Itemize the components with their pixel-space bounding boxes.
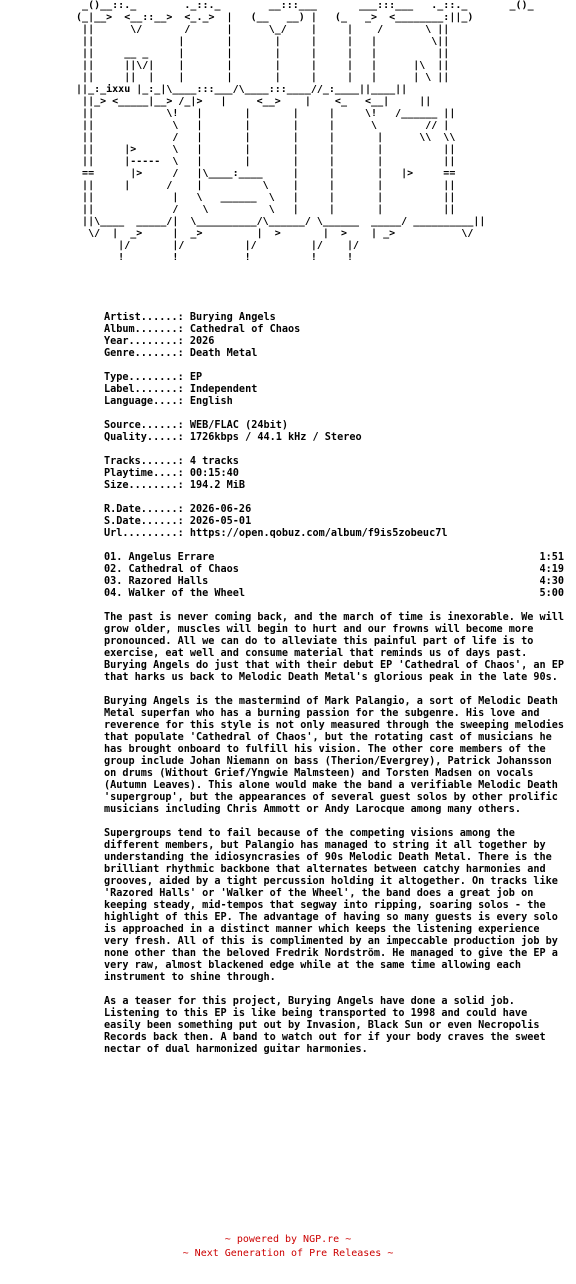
track-time: 4:30 [539, 576, 564, 587]
footer-tagline[interactable]: ~ Next Generation of Pre Releases ~ [182, 1248, 394, 1259]
info-album: Album.......: Cathedral of Chaos [104, 324, 301, 335]
info-artist: Artist......: Burying Angels [104, 312, 276, 323]
track-time: 5:00 [539, 588, 564, 599]
spacer [104, 360, 564, 372]
track-time: 1:51 [539, 552, 564, 563]
review-paragraph: The past is never coming back, and the march of time is inexorable. We will grow older, muscles will begin to hurt and our frowns will become more pronounced. All we can do to alleviate this painful part of life is to exercise, eat well and consume material that reminds us of days past. Burying Angels do just that with their debut EP 'Cathedral of Chaos', an EP that harks us back to Melodic Death Metal's glorious peak in the late 90s. [104, 612, 565, 683]
info-url: Url.........: https://open.qobuz.com/album/f9is5zobeuc7l [104, 528, 448, 539]
review-paragraph: Supergroups tend to fail because of the competing visions among the different members, but Palangio has managed to string it all together by understanding the idiosyncrasies of 90s Melodic Death Metal. There is the brilliant rhythmic backbone that alternates between catchy harmonies and grooves, aided by a tight percussion holding it altogether. On tracks like 'Razored Halls' or 'Walker of the Wheel', the band does a great job on keeping steady, mid-tempos that segway into ripping, soaring solos - the highlight of this EP. The advantage of having so many guests is every solo is approached in a distinct manner which keeps the listening experience very fresh. All of this is complimented by an impeccable production job by none other than the beloved Fredrik Nordström. He managed to give the EP a very raw, almost blackened edge while at the same time allowing each instrument to shine through. [104, 828, 558, 983]
track-title: 01. Angelus Errare [104, 552, 215, 563]
info-source: Source......: WEB/FLAC (24bit) [104, 420, 289, 431]
info-year: Year........: 2026 [104, 336, 215, 347]
info-tracks: Tracks......: 4 tracks [104, 456, 239, 467]
info-release-date: R.Date......: 2026-06-26 [104, 504, 252, 515]
review-paragraph: Burying Angels is the mastermind of Mark Palangio, a sort of Melodic Death Metal superfan who has a burning passion for the subgenre. His love and reverence for this style is not only measured through the sweeping melodies that populate 'Cathedral of Chaos', but the rotating cast of musicians he has brought onboard to fulfill his vision. The other core members of the group include Johan Niemann on bass (Therion/Evergrey), Patrick Johansson on drums (Without Grief/Yngwie Malmsteen) and Torsten Madsen on vocals (Autumn Leaves). This alone would make the band a verifiable Melodic Death 'supergroup', but the appearances of several guest solos by other prolific musicians including Chris Ammott or Andy Larocque among many others. [104, 696, 565, 815]
info-type: Type........: EP [104, 372, 203, 383]
track-row [104, 588, 564, 600]
spacer [104, 444, 564, 456]
review-paragraph: As a teaser for this project, Burying Angels have done a solid job. Listening to this EP is like being transported to 1998 and could have easily been something put out by Invasion, Black Sun or even Necropolis Records back then. A band to watch out for if your body craves the sweet nectar of dual harmonized guitar harmonies. [104, 996, 546, 1055]
info-quality: Quality.....: 1726kbps / 44.1 kHz / Stereo [104, 432, 362, 443]
info-label: Label.......: Independent [104, 384, 258, 395]
track-title: 04. Walker of the Wheel [104, 588, 246, 599]
track-title: 03. Razored Halls [104, 576, 209, 587]
track-row [104, 576, 564, 588]
track-row [104, 564, 564, 576]
info-size: Size........: 194.2 MiB [104, 480, 246, 491]
spacer [104, 540, 564, 552]
footer-powered-by[interactable]: ~ powered by NGP.re ~ [224, 1234, 352, 1245]
info-street-date: S.Date......: 2026-05-01 [104, 516, 252, 527]
track-title: 02. Cathedral of Chaos [104, 564, 239, 575]
info-language: Language....: English [104, 396, 233, 407]
track-time: 4:19 [539, 564, 564, 575]
review-body [104, 612, 564, 1056]
info-genre: Genre.......: Death Metal [104, 348, 258, 359]
track-row [104, 552, 564, 564]
spacer [104, 408, 564, 420]
release-info [104, 312, 564, 600]
spacer [104, 492, 564, 504]
ascii-banner-art: _()__::._ ._::._ __:::___ ___:::___ ._::._ _()_ (_|__> <__::__> <_._> | (__ __) | (_ _> <________:||_) || \/ / | \_/ | | / \ || || | | | | | | \|| || __ _ | | | | | | || || ||\/| | | | | | | |\ || || || | | | | | | | | \ || ||_:_ixxu |_:_|\____:::___/\____:::____//_:____||____|| ||_> <_____|__> /_|> | <__> | <_ <__| || || \! | | | | \! /______ || || \ | | | | \ // | || / | | | | | \\ \\ || |> \ | | | | | || || |----- \ | | | | | || == |> / |\____:____ | | | |> == || | / | \ | | | || || | \ ______ \ | | | || || / \ \ | | | || ||\____ _____/| \__________/\______/ \______ _____/ __________|| \/ | _> | _> | > | > | _> \/ |/ |/ |/ |/ |/ ! ! ! ! ! [76, 0, 534, 263]
info-playtime: Playtime....: 00:15:40 [104, 468, 239, 479]
